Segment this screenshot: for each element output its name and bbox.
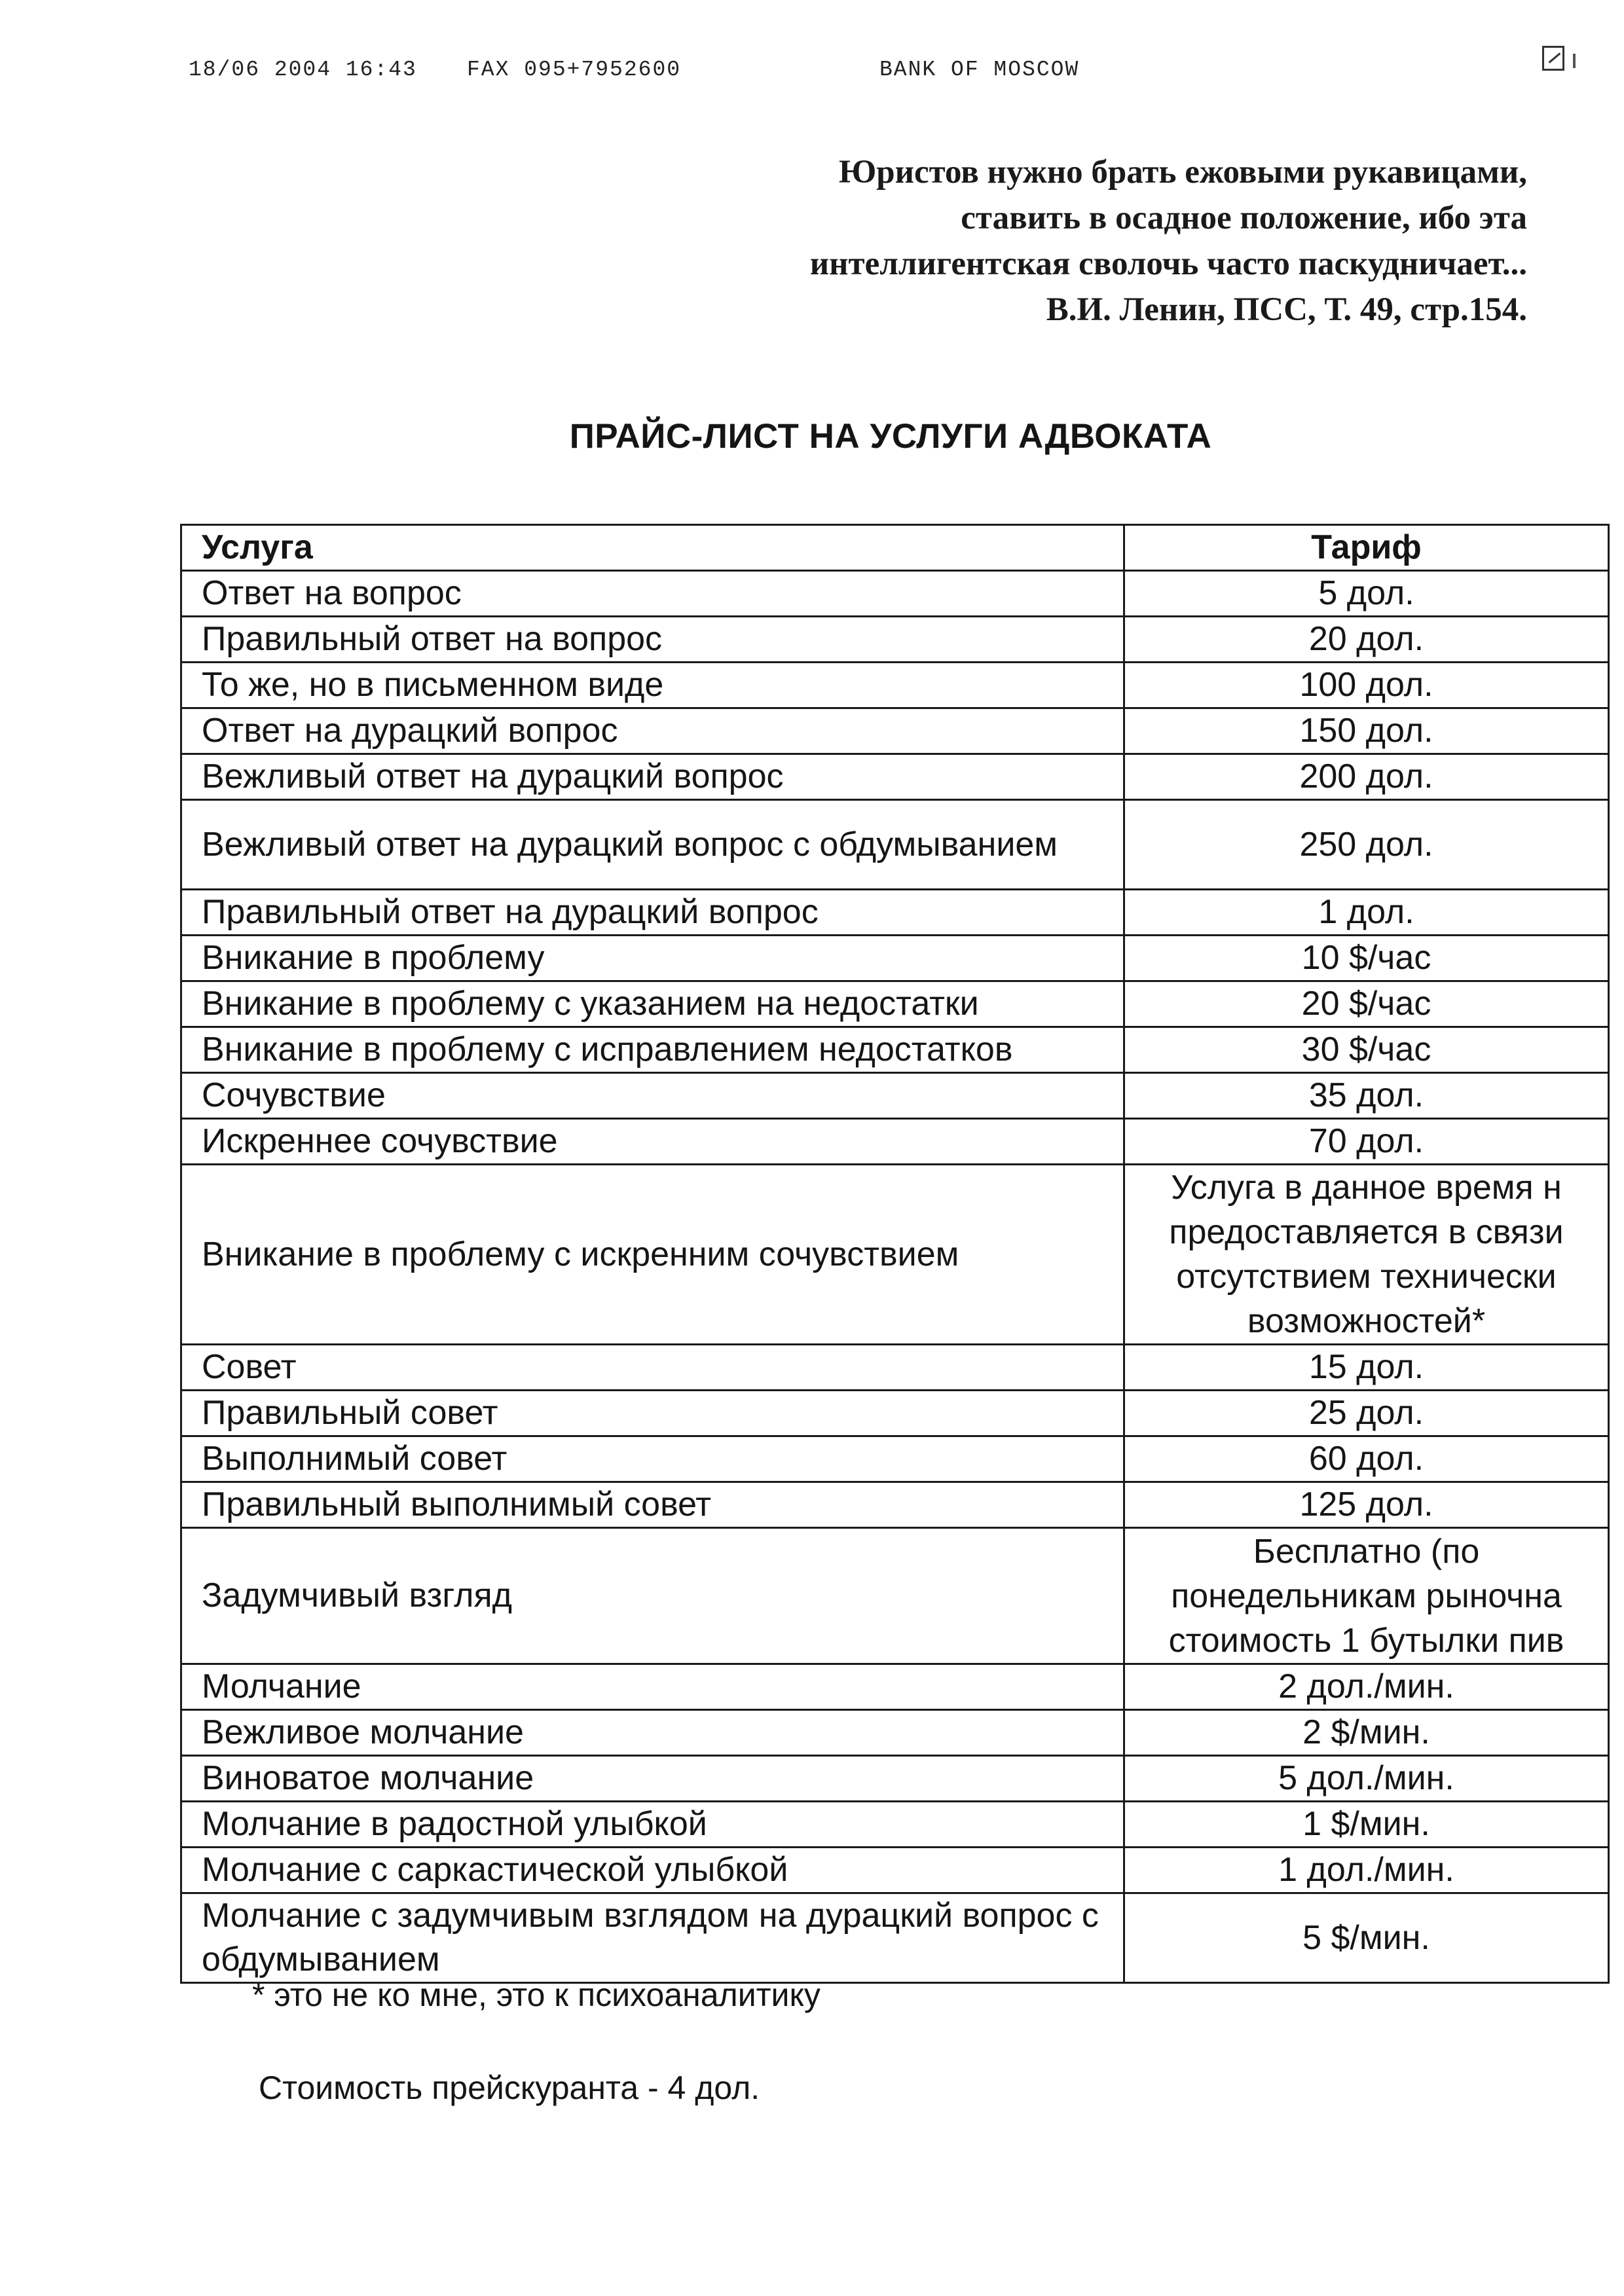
service-cell: Вникание в проблему с исправлением недостатков xyxy=(181,1027,1124,1073)
service-cell: Вежливый ответ на дурацкий вопрос xyxy=(181,754,1124,800)
service-cell: Задумчивый взгляд xyxy=(181,1528,1124,1664)
tariff-cell: 20 $/час xyxy=(1124,981,1609,1027)
epigraph-line: ставить в осадное положение, ибо эта xyxy=(961,200,1527,236)
table-row xyxy=(181,1710,1609,1756)
service-cell: Вникание в проблему с указанием на недостатки xyxy=(181,981,1124,1027)
service-cell: Искреннее сочувствие xyxy=(181,1119,1124,1165)
service-cell: Сочувствие xyxy=(181,1073,1124,1119)
fax-number: FAX 095+7952600 xyxy=(467,58,682,82)
price-table xyxy=(180,524,1610,1984)
service-cell: Молчание xyxy=(181,1664,1124,1710)
tariff-cell: 200 дол. xyxy=(1124,754,1609,800)
table-row xyxy=(181,1027,1609,1073)
table-row xyxy=(181,708,1609,754)
service-cell: Виноватое молчание xyxy=(181,1756,1124,1802)
table-row xyxy=(181,1893,1609,1983)
service-cell: То же, но в письменном виде xyxy=(181,663,1124,708)
table-row xyxy=(181,617,1609,663)
service-cell: Молчание в радостной улыбкой xyxy=(181,1802,1124,1848)
epigraph-line: интеллигентская сволочь часто паскудничает... xyxy=(809,246,1527,282)
tariff-cell: 100 дол. xyxy=(1124,663,1609,708)
table-row xyxy=(181,1482,1609,1528)
tariff-cell: 250 дол. xyxy=(1124,800,1609,890)
table-row xyxy=(181,1391,1609,1436)
table-row xyxy=(181,1345,1609,1391)
table-row xyxy=(181,890,1609,936)
table-row xyxy=(181,663,1609,708)
service-cell: Правильный выполнимый совет xyxy=(181,1482,1124,1528)
tariff-cell: 5 $/мин. xyxy=(1124,1893,1609,1983)
tariff-note-line: возможностей* xyxy=(1247,1302,1486,1340)
tariff-cell: 5 дол./мин. xyxy=(1124,1756,1609,1802)
fax-datetime: 18/06 2004 16:43 xyxy=(189,58,417,82)
column-header-tariff: Тариф xyxy=(1124,525,1609,571)
table-row xyxy=(181,1848,1609,1893)
table-row xyxy=(181,936,1609,981)
tariff-cell: 2 $/мин. xyxy=(1124,1710,1609,1756)
tariff-note-cell xyxy=(1124,1165,1609,1345)
service-cell: Правильный ответ на дурацкий вопрос xyxy=(181,890,1124,936)
table-row xyxy=(181,800,1609,890)
document-title: ПРАЙС-ЛИСТ НА УСЛУГИ АДВОКАТА xyxy=(569,417,1212,456)
tariff-cell: 1 дол./мин. xyxy=(1124,1848,1609,1893)
epigraph-quote xyxy=(479,149,1527,333)
catalog-price-note: Стоимость прейскуранта - 4 дол. xyxy=(259,2069,760,2106)
fax-sender: BANK OF MOSCOW xyxy=(879,58,1080,82)
service-cell: Вникание в проблему с искренним сочувствием xyxy=(181,1165,1124,1345)
tariff-cell: 70 дол. xyxy=(1124,1119,1609,1165)
service-cell: Вежливый ответ на дурацкий вопрос с обдумыванием xyxy=(181,800,1124,890)
service-cell: Правильный ответ на вопрос xyxy=(181,617,1124,663)
tariff-cell: 125 дол. xyxy=(1124,1482,1609,1528)
tariff-cell: 20 дол. xyxy=(1124,617,1609,663)
table-row xyxy=(181,1073,1609,1119)
table-row xyxy=(181,1664,1609,1710)
service-cell: Ответ на вопрос xyxy=(181,571,1124,617)
tariff-note-line: предоставляется в связи xyxy=(1169,1213,1564,1251)
tariff-cell: 35 дол. xyxy=(1124,1073,1609,1119)
tariff-cell: 5 дол. xyxy=(1124,571,1609,617)
tariff-note-cell xyxy=(1124,1528,1609,1664)
tariff-cell: 10 $/час xyxy=(1124,936,1609,981)
table-row xyxy=(181,1756,1609,1802)
epigraph-line: Юристов нужно брать ежовыми рукавицами, xyxy=(838,154,1527,191)
tariff-cell: 25 дол. xyxy=(1124,1391,1609,1436)
service-cell: Выполнимый совет xyxy=(181,1436,1124,1482)
column-header-service: Услуга xyxy=(181,525,1124,571)
page-mark-icon xyxy=(1542,46,1564,71)
service-cell: Вникание в проблему xyxy=(181,936,1124,981)
table-row xyxy=(181,1119,1609,1165)
service-cell: Вежливое молчание xyxy=(181,1710,1124,1756)
service-cell: Правильный совет xyxy=(181,1391,1124,1436)
table-row xyxy=(181,1436,1609,1482)
service-cell: Ответ на дурацкий вопрос xyxy=(181,708,1124,754)
page-tick-mark xyxy=(1573,54,1576,68)
tariff-note-line: отсутствием технически xyxy=(1176,1258,1557,1296)
service-cell: Совет xyxy=(181,1345,1124,1391)
tariff-cell: 15 дол. xyxy=(1124,1345,1609,1391)
tariff-cell: 60 дол. xyxy=(1124,1436,1609,1482)
service-cell: Молчание с задумчивым взглядом на дурацкий вопрос с обдумыванием xyxy=(181,1893,1124,1983)
footnote: * это не ко мне, это к психоаналитику xyxy=(252,1977,821,2013)
table-row xyxy=(181,1165,1609,1345)
tariff-note-line: Бесплатно (по xyxy=(1253,1532,1480,1571)
table-row xyxy=(181,754,1609,800)
tariff-cell: 150 дол. xyxy=(1124,708,1609,754)
tariff-note-line: Услуга в данное время н xyxy=(1171,1169,1562,1207)
tariff-cell: 2 дол./мин. xyxy=(1124,1664,1609,1710)
service-cell: Молчание с саркастической улыбкой xyxy=(181,1848,1124,1893)
table-row xyxy=(181,1528,1609,1664)
tariff-note-line: понедельникам рыночна xyxy=(1171,1576,1562,1615)
table-row xyxy=(181,981,1609,1027)
tariff-cell: 1 $/мин. xyxy=(1124,1802,1609,1848)
epigraph-attribution: В.И. Ленин, ПСС, Т. 49, стр.154. xyxy=(1046,291,1527,328)
table-header-row xyxy=(181,525,1609,571)
tariff-cell: 1 дол. xyxy=(1124,890,1609,936)
tariff-cell: 30 $/час xyxy=(1124,1027,1609,1073)
table-row xyxy=(181,1802,1609,1848)
tariff-note-line: стоимость 1 бутылки пив xyxy=(1168,1621,1564,1660)
table-row xyxy=(181,571,1609,617)
